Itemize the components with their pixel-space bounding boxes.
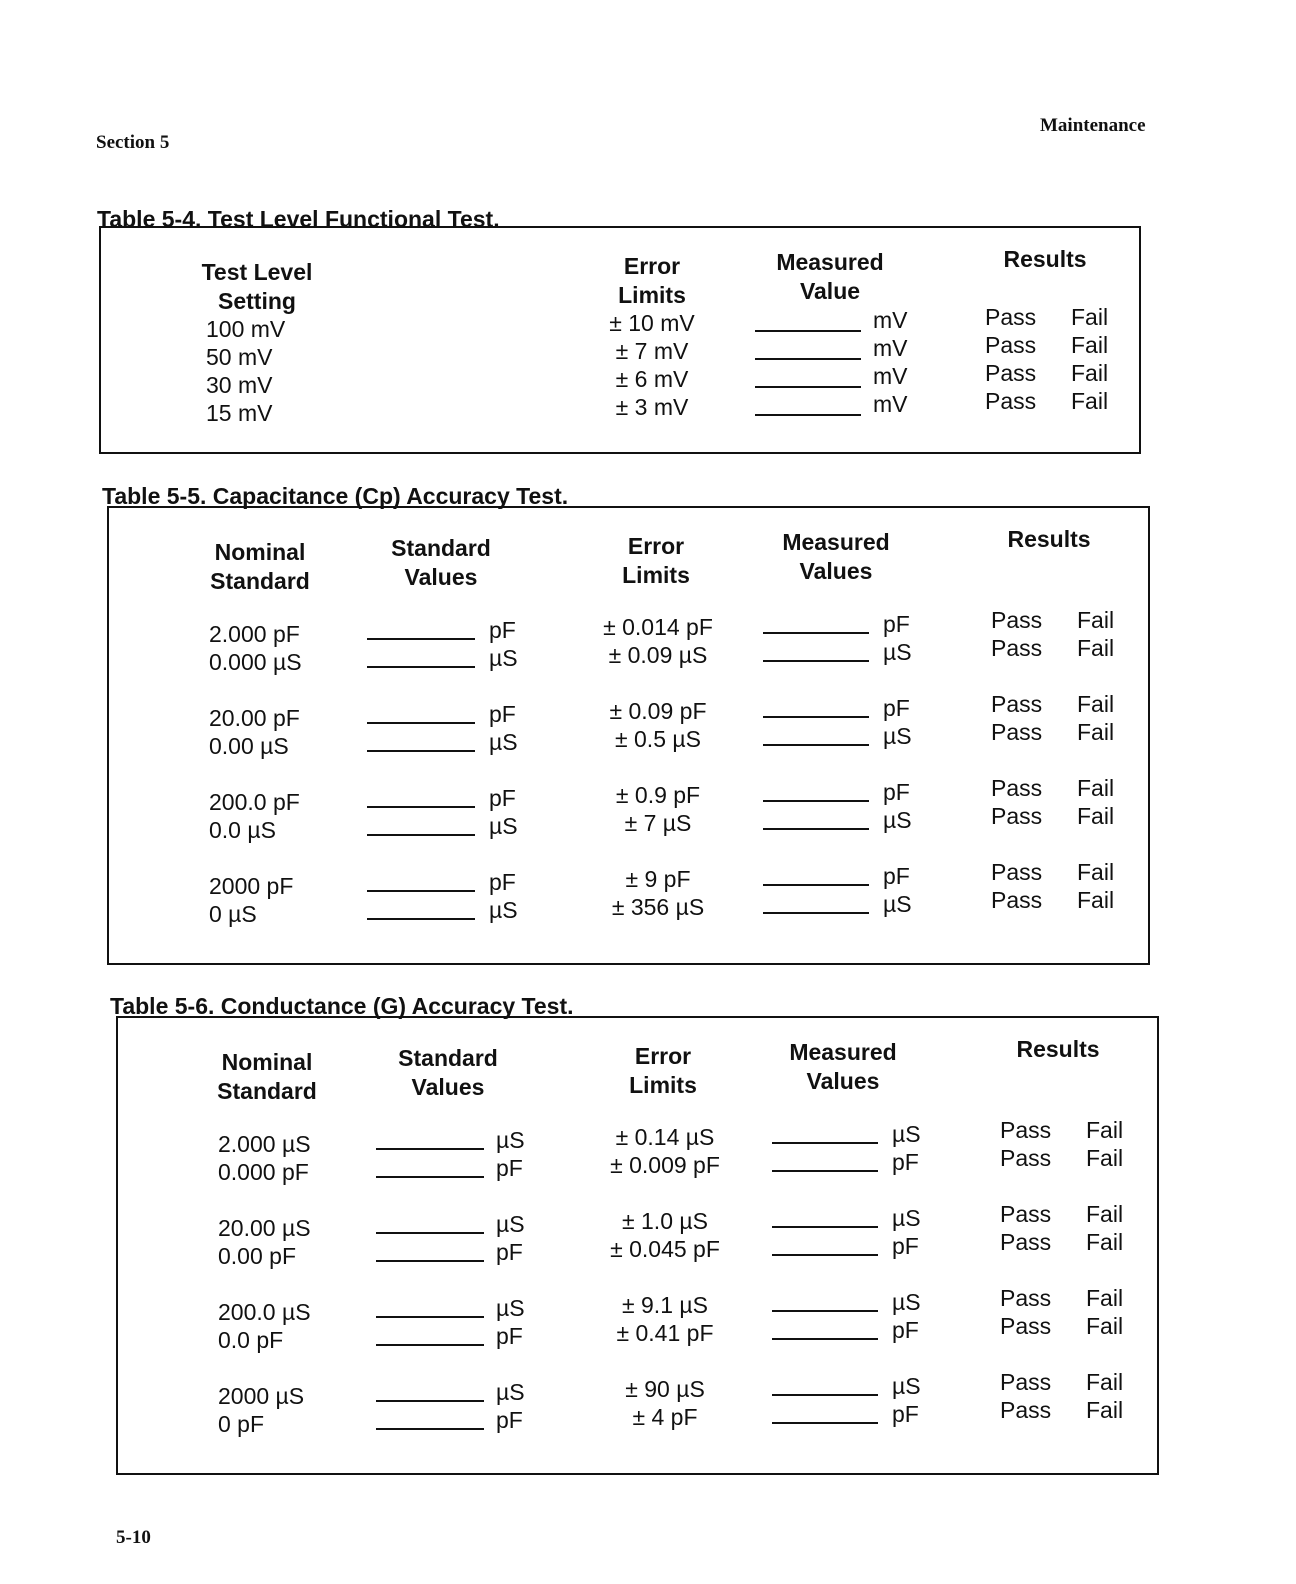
- nominal-standard: 0.000 µS: [209, 649, 302, 675]
- table-5-5-frame: [107, 506, 1150, 965]
- table-5-6-frame: [116, 1016, 1159, 1475]
- header-standard-values: Standard Values: [398, 1045, 498, 1100]
- standard-unit: pF: [496, 1323, 523, 1349]
- measured-unit: µS: [883, 891, 912, 917]
- measured-value-field[interactable]: [772, 1394, 878, 1396]
- pass-option[interactable]: Pass: [991, 775, 1043, 801]
- standard-value-field[interactable]: [376, 1232, 484, 1234]
- section-label: Section 5: [96, 132, 170, 153]
- standard-unit: pF: [489, 869, 516, 895]
- error-limit: ± 9.1 µS: [622, 1292, 708, 1318]
- measured-unit: µS: [892, 1121, 921, 1147]
- table-5-5-title: Table 5-5. Capacitance (Cp) Accuracy Test.: [102, 483, 569, 509]
- standard-unit: pF: [489, 617, 516, 643]
- fail-option[interactable]: Fail: [1077, 691, 1115, 717]
- measured-unit: mV: [873, 363, 908, 389]
- measured-unit: mV: [873, 307, 908, 333]
- pass-option[interactable]: Pass: [1000, 1285, 1052, 1311]
- header-error-limits: Error Limits: [618, 253, 686, 308]
- fail-option[interactable]: Fail: [1086, 1313, 1124, 1339]
- header-nominal-standard: Nominal Standard: [217, 1049, 317, 1104]
- pass-option[interactable]: Pass: [991, 803, 1043, 829]
- standard-unit: pF: [489, 785, 516, 811]
- standard-unit: µS: [489, 645, 518, 671]
- standard-value-field[interactable]: [376, 1428, 484, 1430]
- measured-unit: mV: [873, 335, 908, 361]
- header-results: Results: [1003, 246, 1087, 272]
- measured-value-field[interactable]: [772, 1254, 878, 1256]
- standard-value-field[interactable]: [367, 638, 475, 640]
- header-results: Results: [1016, 1036, 1100, 1062]
- table-5-4-title: Table 5-4. Test Level Functional Test.: [97, 206, 500, 232]
- header-error-limits: Error Limits: [622, 533, 690, 588]
- nominal-standard: 0.000 pF: [218, 1159, 309, 1185]
- nominal-standard: 0.0 µS: [209, 817, 276, 843]
- error-limit: ± 1.0 µS: [622, 1208, 708, 1234]
- measured-unit: pF: [892, 1401, 919, 1427]
- measured-value-field[interactable]: [763, 912, 869, 914]
- nominal-standard: 0 µS: [209, 901, 257, 927]
- measured-value-field[interactable]: [763, 716, 869, 718]
- error-limit: ± 9 pF: [625, 866, 691, 892]
- pass-option[interactable]: Pass: [985, 388, 1037, 414]
- measured-value-field[interactable]: [755, 386, 861, 388]
- measured-value-field[interactable]: [772, 1142, 878, 1144]
- pass-option[interactable]: Pass: [985, 332, 1037, 358]
- error-limit: ± 3 mV: [615, 394, 689, 420]
- fail-option[interactable]: Fail: [1071, 360, 1109, 386]
- measured-unit: pF: [883, 863, 910, 889]
- pass-option[interactable]: Pass: [985, 304, 1037, 330]
- pass-option[interactable]: Pass: [991, 691, 1043, 717]
- error-limit: ± 356 µS: [611, 894, 705, 920]
- header-nominal-standard: Nominal Standard: [210, 539, 310, 594]
- fail-option[interactable]: Fail: [1086, 1229, 1124, 1255]
- nominal-standard: 2.000 pF: [209, 621, 300, 647]
- measured-unit: pF: [883, 695, 910, 721]
- error-limit: ± 10 mV: [609, 310, 695, 336]
- error-limit: ± 7 µS: [624, 810, 692, 836]
- error-limit: ± 7 mV: [615, 338, 689, 364]
- error-limit: ± 4 pF: [632, 1404, 698, 1430]
- standard-unit: µS: [489, 729, 518, 755]
- error-limit: ± 0.009 pF: [610, 1152, 720, 1178]
- standard-value-field[interactable]: [376, 1316, 484, 1318]
- test-level-setting: 100 mV: [206, 316, 286, 342]
- error-limit: ± 0.09 pF: [609, 698, 707, 724]
- error-limit: ± 90 µS: [625, 1376, 705, 1402]
- nominal-standard: 200.0 pF: [209, 789, 300, 815]
- standard-value-field[interactable]: [367, 890, 475, 892]
- measured-value-field[interactable]: [772, 1310, 878, 1312]
- measured-value-field[interactable]: [763, 744, 869, 746]
- error-limit: ± 0.09 µS: [608, 642, 708, 668]
- standard-value-field[interactable]: [376, 1176, 484, 1178]
- table-5-6-title: Table 5-6. Conductance (G) Accuracy Test.: [110, 993, 574, 1019]
- fail-option[interactable]: Fail: [1077, 803, 1115, 829]
- measured-unit: µS: [892, 1205, 921, 1231]
- nominal-standard: 2.000 µS: [218, 1131, 311, 1157]
- error-limit: ± 6 mV: [615, 366, 689, 392]
- fail-option[interactable]: Fail: [1077, 607, 1115, 633]
- measured-unit: pF: [883, 611, 910, 637]
- measured-value-field[interactable]: [763, 632, 869, 634]
- nominal-standard: 2000 µS: [218, 1383, 305, 1409]
- pass-option[interactable]: Pass: [1000, 1313, 1052, 1339]
- nominal-standard: 0.0 pF: [218, 1327, 284, 1353]
- header-results: Results: [1007, 526, 1091, 552]
- pass-option[interactable]: Pass: [1000, 1117, 1052, 1143]
- measured-unit: µS: [883, 807, 912, 833]
- measured-value-field[interactable]: [772, 1338, 878, 1340]
- chapter-label: Maintenance: [1040, 115, 1146, 136]
- measured-unit: mV: [873, 391, 908, 417]
- pass-option[interactable]: Pass: [985, 360, 1037, 386]
- standard-value-field[interactable]: [367, 666, 475, 668]
- fail-option[interactable]: Fail: [1086, 1369, 1124, 1395]
- test-level-setting: 15 mV: [206, 400, 273, 426]
- standard-unit: µS: [496, 1379, 525, 1405]
- standard-unit: pF: [496, 1239, 523, 1265]
- error-limit: ± 0.5 µS: [615, 726, 701, 752]
- pass-option[interactable]: Pass: [991, 719, 1043, 745]
- nominal-standard: 200.0 µS: [218, 1299, 311, 1325]
- nominal-standard: 2000 pF: [209, 873, 294, 899]
- error-limit: ± 0.41 pF: [616, 1320, 714, 1346]
- fail-option[interactable]: Fail: [1077, 859, 1115, 885]
- fail-option[interactable]: Fail: [1071, 388, 1109, 414]
- page-number: 5-10: [116, 1527, 151, 1548]
- measured-value-field[interactable]: [763, 660, 869, 662]
- standard-unit: pF: [496, 1155, 523, 1181]
- fail-option[interactable]: Fail: [1086, 1145, 1124, 1171]
- measured-unit: pF: [883, 779, 910, 805]
- standard-value-field[interactable]: [376, 1260, 484, 1262]
- pass-option[interactable]: Pass: [1000, 1369, 1052, 1395]
- measured-value-field[interactable]: [772, 1422, 878, 1424]
- test-level-setting: 50 mV: [206, 344, 273, 370]
- measured-value-field[interactable]: [772, 1170, 878, 1172]
- standard-unit: pF: [496, 1407, 523, 1433]
- measured-value-field[interactable]: [763, 828, 869, 830]
- standard-value-field[interactable]: [367, 722, 475, 724]
- header-standard-values: Standard Values: [391, 535, 491, 590]
- fail-option[interactable]: Fail: [1086, 1201, 1124, 1227]
- nominal-standard: 0 pF: [218, 1411, 265, 1437]
- fail-option[interactable]: Fail: [1086, 1397, 1124, 1423]
- standard-unit: pF: [489, 701, 516, 727]
- standard-unit: µS: [489, 897, 518, 923]
- standard-unit: µS: [489, 813, 518, 839]
- measured-unit: pF: [892, 1317, 919, 1343]
- header-error-limits: Error Limits: [629, 1043, 697, 1098]
- standard-value-field[interactable]: [376, 1148, 484, 1150]
- pass-option[interactable]: Pass: [991, 635, 1043, 661]
- standard-value-field[interactable]: [367, 806, 475, 808]
- pass-option[interactable]: Pass: [1000, 1201, 1052, 1227]
- pass-option[interactable]: Pass: [991, 859, 1043, 885]
- error-limit: ± 0.014 pF: [603, 614, 713, 640]
- pass-option[interactable]: Pass: [991, 887, 1043, 913]
- table-5-4-frame: [99, 226, 1141, 454]
- fail-option[interactable]: Fail: [1086, 1117, 1124, 1143]
- error-limit: ± 0.9 pF: [615, 782, 701, 808]
- nominal-standard: 20.00 pF: [209, 705, 300, 731]
- measured-value-field[interactable]: [763, 884, 869, 886]
- fail-option[interactable]: Fail: [1077, 635, 1115, 661]
- standard-value-field[interactable]: [367, 750, 475, 752]
- fail-option[interactable]: Fail: [1086, 1285, 1124, 1311]
- error-limit: ± 0.14 µS: [615, 1124, 715, 1150]
- measured-value-field[interactable]: [763, 800, 869, 802]
- pass-option[interactable]: Pass: [1000, 1145, 1052, 1171]
- test-level-setting: 30 mV: [206, 372, 273, 398]
- measured-unit: µS: [883, 639, 912, 665]
- fail-option[interactable]: Fail: [1077, 719, 1115, 745]
- measured-unit: pF: [892, 1233, 919, 1259]
- nominal-standard: 0.00 pF: [218, 1243, 296, 1269]
- pass-option[interactable]: Pass: [1000, 1229, 1052, 1255]
- nominal-standard: 0.00 µS: [209, 733, 289, 759]
- standard-value-field[interactable]: [376, 1344, 484, 1346]
- standard-unit: µS: [496, 1211, 525, 1237]
- measured-value-field[interactable]: [755, 358, 861, 360]
- measured-value-field[interactable]: [772, 1226, 878, 1228]
- header-test-level-setting: Test Level Setting: [201, 259, 313, 314]
- header-measured-values: Measured Values: [782, 529, 890, 584]
- nominal-standard: 20.00 µS: [218, 1215, 311, 1241]
- standard-value-field[interactable]: [367, 834, 475, 836]
- pass-option[interactable]: Pass: [991, 607, 1043, 633]
- header-measured-values: Measured Values: [789, 1039, 897, 1094]
- error-limit: ± 0.045 pF: [610, 1236, 720, 1262]
- fail-option[interactable]: Fail: [1077, 775, 1115, 801]
- standard-unit: µS: [496, 1127, 525, 1153]
- measured-unit: pF: [892, 1149, 919, 1175]
- fail-option[interactable]: Fail: [1071, 304, 1109, 330]
- standard-value-field[interactable]: [367, 918, 475, 920]
- pass-option[interactable]: Pass: [1000, 1397, 1052, 1423]
- fail-option[interactable]: Fail: [1071, 332, 1109, 358]
- standard-unit: µS: [496, 1295, 525, 1321]
- header-measured-value: Measured Value: [776, 249, 884, 304]
- measured-unit: µS: [892, 1289, 921, 1315]
- standard-value-field[interactable]: [376, 1400, 484, 1402]
- measured-unit: µS: [883, 723, 912, 749]
- fail-option[interactable]: Fail: [1077, 887, 1115, 913]
- measured-value-field[interactable]: [755, 330, 861, 332]
- measured-value-field[interactable]: [755, 414, 861, 416]
- measured-unit: µS: [892, 1373, 921, 1399]
